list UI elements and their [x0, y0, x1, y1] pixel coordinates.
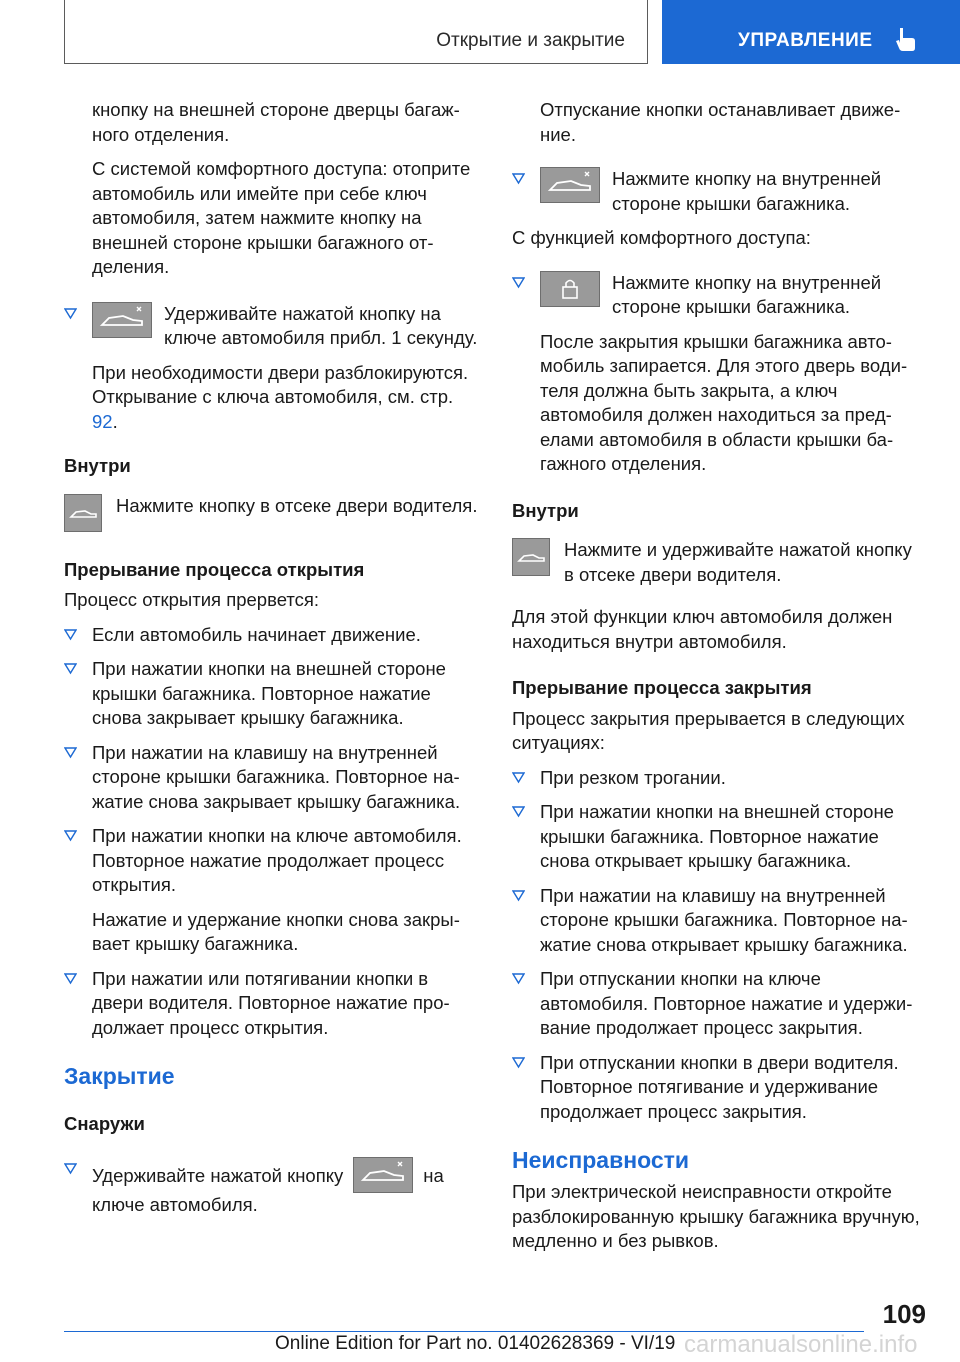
- left-column: [64, 98, 478, 1234]
- car-trunk-button-icon: [64, 494, 102, 532]
- list-item: [64, 623, 478, 648]
- car-trunk-button-icon: [353, 1157, 413, 1193]
- list-item: [512, 967, 926, 1041]
- list-item-text: При отпускании кнопки на ключе автомобиля. Повторное нажатие и удерживание продолжает процесс закрытия.: [540, 968, 913, 1038]
- list-item-text: При нажатии на клавишу на внутренней стороне крышки багажника. Повторное нажатие снова открывает крышку багажника.: [540, 884, 908, 955]
- list-item: [64, 657, 478, 731]
- list-item-text: При нажатии кнопки на внешней стороне крышки багажника. Повторное нажатие снова открывает крышку багажника.: [540, 801, 894, 871]
- subheading-inside: Внутри: [64, 455, 131, 476]
- list-item-text: на: [423, 1164, 444, 1186]
- list-item-text: Удерживайте нажатой кнопку на ключе автомобиля прибл. 1 секунду.: [164, 302, 478, 348]
- car-trunk-button-icon: [92, 302, 152, 338]
- chapter-title: УПРАВЛЕНИЕ: [738, 30, 873, 51]
- triangle-bullet-icon: [64, 307, 77, 320]
- triangle-bullet-icon: [512, 1056, 525, 1069]
- paragraph-text: .: [112, 410, 118, 432]
- hand-pointer-icon: [894, 26, 918, 52]
- chapter-tab: [662, 0, 960, 64]
- car-trunk-button-icon: [540, 167, 600, 203]
- list-item-text: Если автомобиль начинает движение.: [92, 623, 421, 645]
- section-title: Открытие и закрытие: [436, 30, 625, 51]
- paragraph: Процесс закрытия прерывается в следующих ситуациях:: [512, 707, 905, 753]
- paragraph: [64, 361, 478, 435]
- triangle-bullet-icon: [64, 628, 77, 641]
- triangle-bullet-icon: [512, 805, 525, 818]
- subheading-inside: Внутри: [512, 499, 579, 521]
- list-item-text: При нажатии кнопки на ключе автомобиля. Повторное нажатие продолжает процесс открытия.: [92, 825, 462, 895]
- list-item: [512, 1051, 926, 1125]
- triangle-bullet-icon: [512, 771, 525, 784]
- paragraph: кнопку на внешней стороне дверцы багажного отделения.: [92, 99, 460, 145]
- page-number: 109: [882, 1299, 926, 1329]
- subheading-interrupt-opening: Прерывание процесса открытия: [64, 558, 365, 580]
- subheading-interrupt-closing: Прерывание процесса закрытия: [512, 677, 812, 698]
- list-item-text: При резком трогании.: [540, 766, 726, 788]
- paragraph-text: Нажмите и удерживайте нажатой кнопку в отсеке двери водителя.: [564, 539, 912, 585]
- triangle-bullet-icon: [512, 889, 525, 902]
- list-item: [64, 824, 478, 898]
- paragraph: С системой комфортного доступа: отоприте автомобиль или имейте при себе ключ автомобиля, затем нажмите кнопку на внешней стороне крышки багажного отделения.: [92, 158, 471, 277]
- inside-block: [64, 494, 478, 536]
- list-item: [512, 167, 926, 216]
- triangle-bullet-icon: [64, 829, 77, 842]
- paragraph: Отпускание кнопки останавливает движение.: [540, 99, 901, 145]
- paragraph: Для этой функции ключ автомобиля должен находиться внутри автомобиля.: [512, 606, 893, 652]
- paragraph: Процесс открытия прервется:: [64, 589, 320, 610]
- list-item-text: Нажмите кнопку на внутренней стороне крышки багажника.: [612, 271, 882, 317]
- inside-block: [512, 538, 926, 587]
- car-trunk-button-icon: [512, 538, 550, 576]
- padlock-button-icon: [540, 271, 600, 307]
- list-item-text: ключе автомобиля.: [92, 1193, 258, 1215]
- paragraph-text: Нажмите кнопку в отсеке двери водителя.: [116, 494, 478, 516]
- list-item: [64, 741, 478, 815]
- list-item-text: Удерживайте нажатой кнопку: [92, 1164, 344, 1186]
- triangle-bullet-icon: [64, 1162, 77, 1175]
- paragraph: С функцией комфортного доступа:: [512, 227, 811, 248]
- heading-malfunctions: Неисправности: [512, 1147, 690, 1173]
- list-item: [512, 884, 926, 958]
- list-item: [64, 967, 478, 1041]
- triangle-bullet-icon: [64, 972, 77, 985]
- list-item-text: При нажатии кнопки на внешней стороне крышки багажника. Повторное нажатие снова закрывает крышку багажника.: [92, 658, 446, 728]
- heading-closing: Закрытие: [64, 1063, 175, 1089]
- edition-text: Online Edition for Part no. 01402628369 - VI/19: [275, 1333, 676, 1354]
- paragraph: Нажатие и удержание кнопки снова закрывает крышку багажника.: [92, 908, 460, 954]
- triangle-bullet-icon: [512, 172, 525, 185]
- header-section-box: [64, 0, 648, 64]
- subheading-outside: Снаружи: [64, 1113, 145, 1134]
- right-column: [512, 98, 926, 1271]
- list-item: [512, 271, 926, 320]
- triangle-bullet-icon: [512, 276, 525, 289]
- triangle-bullet-icon: [512, 972, 525, 985]
- paragraph-text: При необходимости двери разблокируются. Открывание с ключа автомобиля, см. стр.: [92, 361, 469, 407]
- page-link[interactable]: 92: [92, 410, 113, 432]
- paragraph: При электрической неисправности откройте разблокированную крышку багажника вручную, медленно и без рывков.: [512, 1181, 920, 1251]
- list-item: [64, 302, 478, 351]
- triangle-bullet-icon: [64, 662, 77, 675]
- watermark: carmanualsonline.info: [684, 1331, 918, 1358]
- list-item: [64, 1157, 478, 1218]
- list-item-text: Нажмите кнопку на внутренней стороне крышки багажника.: [612, 168, 882, 214]
- paragraph: После закрытия крышки багажника автомобиль запирается. Для этого дверь водителя должна быть закрыта, а ключ автомобиля должен находиться за пределами автомобиля в области крышки багажного отделения.: [540, 330, 908, 474]
- list-item-text: При нажатии на клавишу на внутренней стороне крышки багажника. Повторное нажатие снова закрывает крышку багажника.: [92, 741, 461, 812]
- list-item-text: При отпускании кнопки в двери водителя. Повторное потягивание и удерживание продолжает процесс закрытия.: [540, 1051, 899, 1122]
- list-item-text: При нажатии или потягивании кнопки в двери водителя. Повторное нажатие продолжает процесс открытия.: [92, 967, 450, 1038]
- triangle-bullet-icon: [64, 746, 77, 759]
- list-item: [512, 766, 926, 791]
- list-item: [512, 800, 926, 874]
